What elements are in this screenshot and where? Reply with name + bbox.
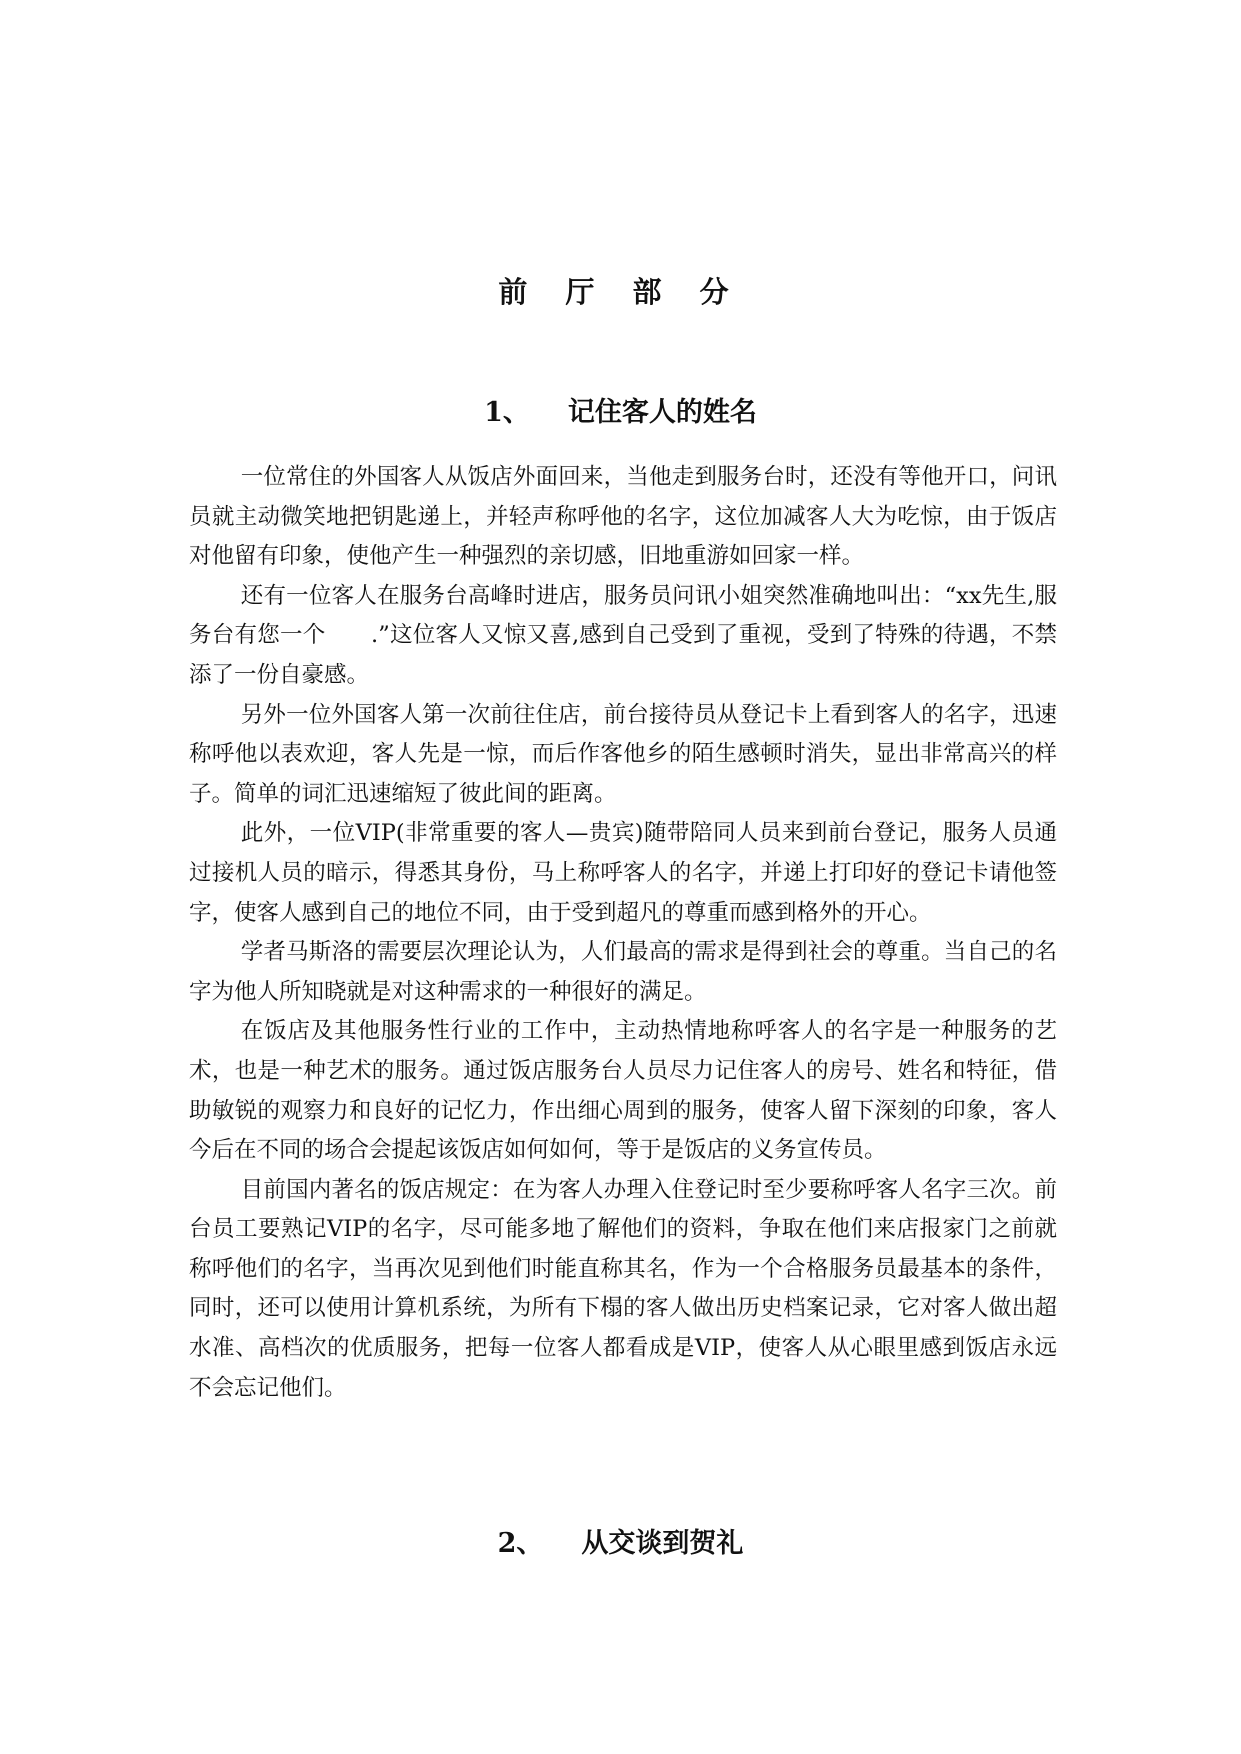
section-heading-1	[0, 393, 1241, 433]
section-title: 记住客人的姓名	[567, 397, 757, 428]
section-number: 2、	[497, 1528, 544, 1559]
paragraph: 另外一位外国客人第一次前往住店，前台接待员从登记卡上看到客人的名字，迅速称呼他以表欢迎，客人先是一惊，而后作客他乡的陌生感顿时消失，显出非常高兴的样子。简单的词汇迅速缩短了彼此间的距离。	[189, 701, 1057, 807]
paragraph: 一位常住的外国客人从饭店外面回来，当他走到服务台时，还没有等他开口，问讯员就主动微笑地把钥匙递上，并轻声称呼他的名字，这位加减客人大为吃惊，由于饭店对他留有印象，使他产生一种强烈的亲切感，旧地重游如回家一样。	[189, 464, 1057, 570]
paragraph: 在饭店及其他服务性行业的工作中，主动热情地称呼客人的名字是一种服务的艺术，也是一种艺术的服务。通过饭店服务台人员尽力记住客人的房号、姓名和特征，借助敏锐的观察力和良好的记忆力，作出细心周到的服务，使客人留下深刻的印象，客人今后在不同的场合会提起该饭店如何如何，等于是饭店的义务宣传员。	[189, 1018, 1057, 1164]
paragraph: 还有一位客人在服务台高峰时进店，服务员问讯小姐突然准确地叫出：“xx先生,服务台有您一个 .”这位客人又惊又喜,感到自己受到了重视，受到了特殊的待遇，不禁添了一份自豪感。	[189, 582, 1057, 688]
section-heading-2	[0, 1524, 1241, 1564]
paragraph: 此外，一位VIP(非常重要的客人—贵宾)随带陪同人员来到前台登记，服务人员通过接机人员的暗示，得悉其身份，马上称呼客人的名字，并递上打印好的登记卡请他签字，使客人感到自己的地位不同，由于受到超凡的尊重而感到格外的开心。	[189, 820, 1057, 926]
section-body	[189, 458, 1057, 1408]
document-title: 前 厅 部 分	[498, 275, 743, 309]
paragraph: 目前国内著名的饭店规定：在为客人办理入住登记时至少要称呼客人名字三次。前台员工要熟记VIP的名字，尽可能多地了解他们的资料，争取在他们来店报家门之前就称呼他们的名字，当再次见到他们时能直称其名，作为一个合格服务员最基本的条件，同时，还可以使用计算机系统，为所有下榻的客人做出历史档案记录，它对客人做出超水准、高档次的优质服务，把每一位客人都看成是VIP，使客人从心眼里感到饭店永远不会忘记他们。	[189, 1176, 1057, 1401]
section-number: 1、	[484, 397, 530, 428]
section-title: 从交谈到贺礼	[581, 1528, 744, 1559]
paragraph: 学者马斯洛的需要层次理论认为，人们最高的需求是得到社会的尊重。当自己的名字为他人所知晓就是对这种需求的一种很好的满足。	[189, 939, 1057, 1005]
